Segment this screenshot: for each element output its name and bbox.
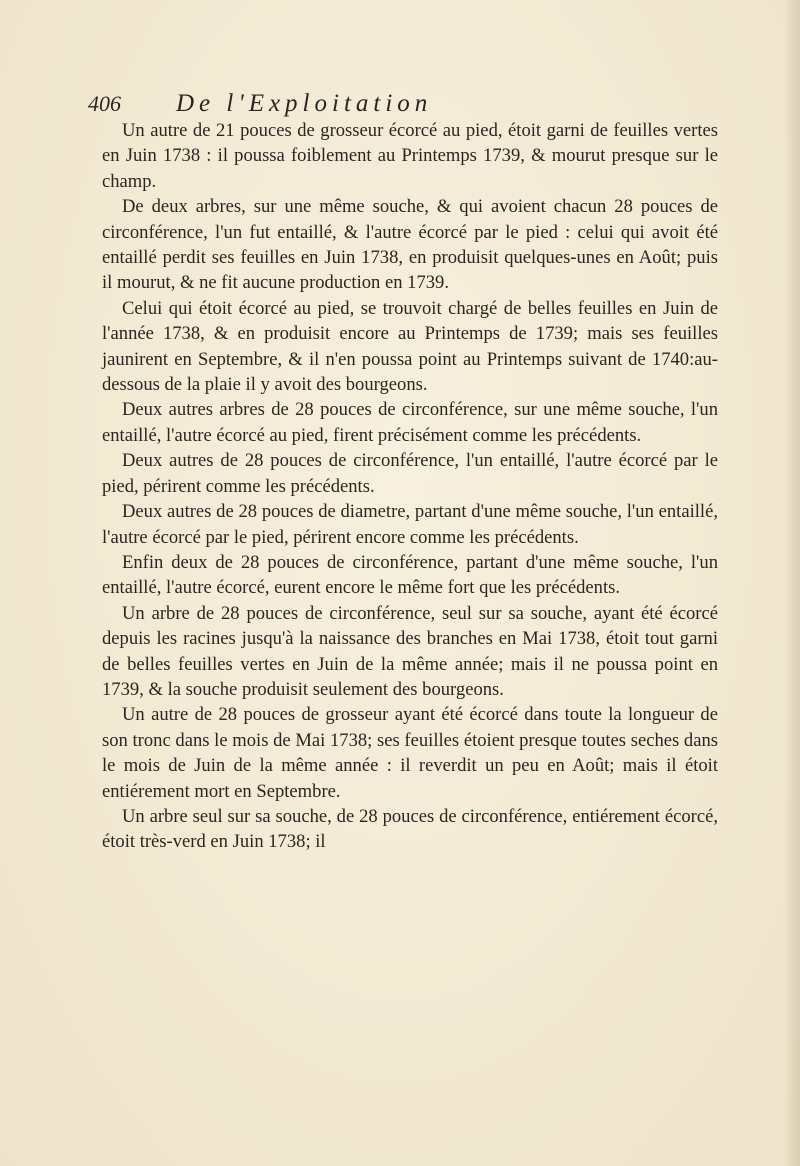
paragraph: Deux autres de 28 pouces de circonférence, l'un entaillé, l'autre écorcé par le pied, périrent comme les précédents. bbox=[102, 450, 718, 497]
paragraph: Un autre de 28 pouces de grosseur ayant été écorcé dans toute la longueur de son tronc dans le mois de Mai 1738; ses feuilles étoient presque toutes seches dans le mois de Juin de la même année : il reverdit un peu en Août; mais il étoit entiérement mort en Septembre. bbox=[102, 704, 718, 802]
page-number: 406 bbox=[88, 91, 121, 116]
paragraph: Deux autres de 28 pouces de diametre, partant d'une même souche, l'un entaillé, l'autre écorcé par le pied, périrent encore comme les précédents. bbox=[102, 501, 718, 548]
paragraph: De deux arbres, sur une même souche, & qui avoient chacun 28 pouces de circonférence, l'un fut entaillé, & l'autre écorcé par le pied : celui qui avoit été entaillé perdit ses feuilles en Juin 1738, en produisit quelques-unes en Août; puis il mourut, & ne fit aucune production en 1739. bbox=[102, 196, 718, 294]
body-text bbox=[102, 118, 718, 855]
page-edge-shadow bbox=[784, 0, 800, 1166]
running-title: De l'Exploitation bbox=[176, 90, 433, 117]
paragraph: Un arbre de 28 pouces de circonférence, seul sur sa souche, ayant été écorcé depuis les racines jusqu'à la naissance des branches en Mai 1738, étoit tout garni de belles feuilles vertes en Juin de la même année; mais il ne poussa point en 1739, & la souche produisit seulement des bourgeons. bbox=[102, 602, 718, 700]
paragraph: Celui qui étoit écorcé au pied, se trouvoit chargé de belles feuilles en Juin de l'année 1738, & en produisit encore au Printemps de 1739; mais ses feuilles jaunirent en Septembre, & il n'en poussa point au Printemps suivant de 1740:au-dessous de la plaie il y avoit des bourgeons. bbox=[102, 297, 718, 396]
paragraph: Un arbre seul sur sa souche, de 28 pouces de circonférence, entiérement écorcé, étoit très-verd en Juin 1738; il bbox=[102, 805, 718, 853]
paragraph: Un autre de 21 pouces de grosseur écorcé au pied, étoit garni de feuilles vertes en Juin 1738 : il poussa foiblement au Printemps 1739, & mourut presque sur le champ. bbox=[102, 120, 718, 192]
paragraph: Enfin deux de 28 pouces de circonférence, partant d'une même souche, l'un entaillé, l'autre écorcé, eurent encore le même fort que les précédents. bbox=[102, 551, 718, 599]
paragraph: Deux autres arbres de 28 pouces de circonférence, sur une même souche, l'un entaillé, l'autre écorcé au pied, firent précisément comme les précédents. bbox=[102, 399, 718, 446]
